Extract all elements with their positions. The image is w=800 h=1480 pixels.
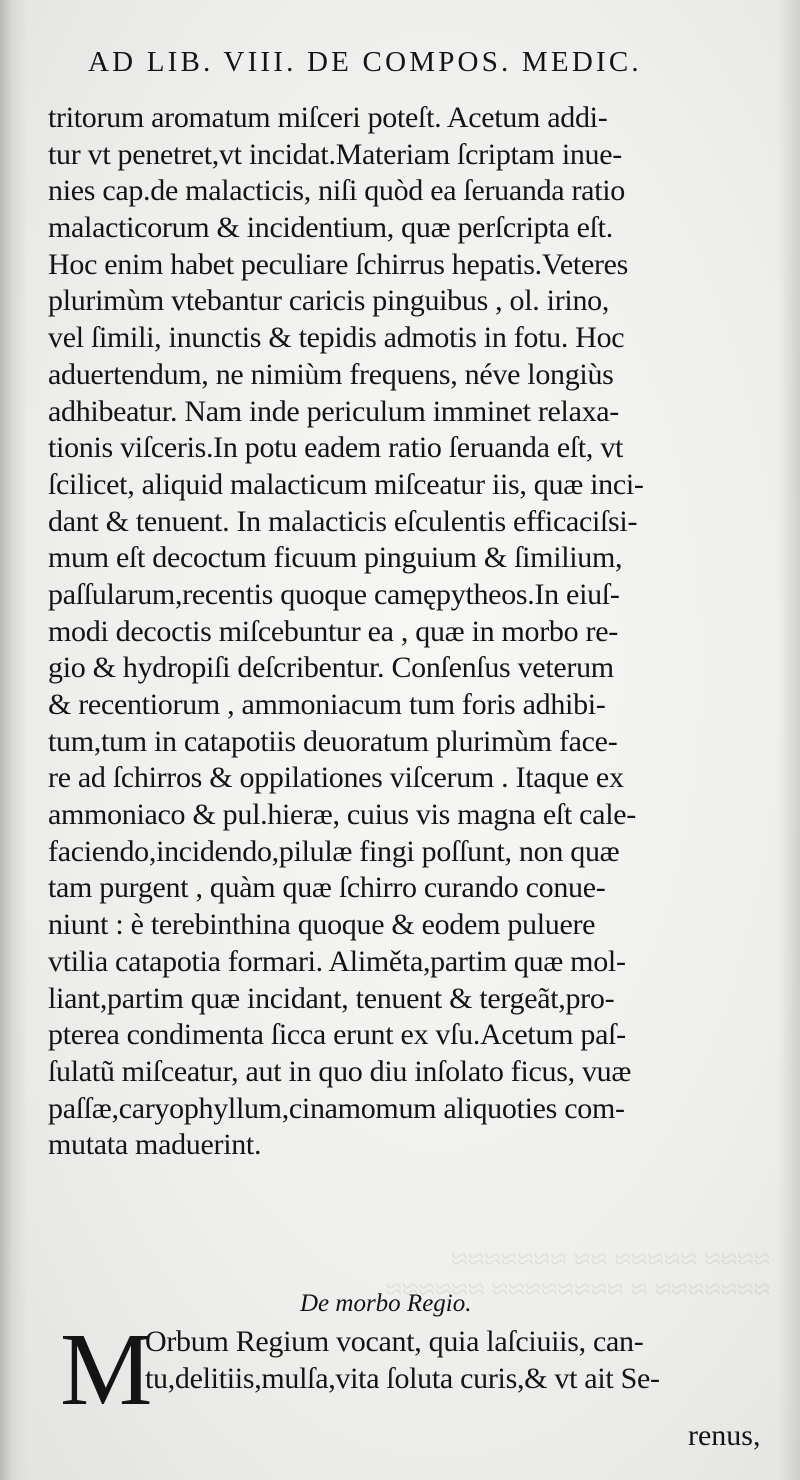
text-line: niunt : è terebinthina quoque & eodem puluere xyxy=(48,908,596,942)
text-line: paſſæ,caryophyllum,cinamomum aliquoties com- xyxy=(48,1091,625,1125)
text-line: paſſularum,recentis quoque camępytheos.In eiuſ- xyxy=(48,577,620,611)
text-line: nies cap.de malacticis, niſi quòd ea ſeruanda ratio xyxy=(48,174,625,208)
text-line: tur vt penetret,vt incidat.Materiam ſcriptam inue- xyxy=(48,137,622,171)
text-line: Orbum Regium vocant, quia laſciuiis, can- xyxy=(145,1325,644,1358)
drop-cap-initial: M xyxy=(60,1312,151,1427)
catchword: renus, xyxy=(688,1419,761,1452)
text-line: gio & hydropiſi deſcribentur. Conſenſus veterum xyxy=(48,651,614,685)
text-line: ſulatũ miſceatur, aut in quo diu inſolato ficus, vuæ xyxy=(48,1054,632,1088)
text-line: liant,partim quæ incidant, tenuent & tergeãt,pro- xyxy=(48,981,615,1015)
text-line: & recentiorum , ammoniacum tum foris adhibi- xyxy=(48,688,606,721)
text-line: vtilia catapotia formari. Aliměta,partim quæ mol- xyxy=(48,944,626,978)
text-line: Hoc enim habet peculiare ſchirrus hepatis.Veteres xyxy=(48,247,629,281)
text-line: plurimùm vtebantur caricis pinguibus , ol. irino, xyxy=(48,284,610,318)
page-edge-shadow-right xyxy=(778,0,800,1480)
text-line: adhibeatur. Nam inde periculum imminet relaxa- xyxy=(48,394,619,428)
text-line: modi decoctis miſcebuntur ea , quæ in morbo re- xyxy=(48,614,618,648)
text-line: malacticorum & incidentium, quæ perſcripta eſt. xyxy=(48,211,613,245)
text-line: tionis viſceris.In potu eadem ratio ſeruanda eſt, vt xyxy=(48,431,624,465)
running-head: AD LIB. VIII. DE COMPOS. MEDIC. xyxy=(88,46,642,78)
text-line: dant & tenuent. In malacticis eſculentis efficaciſsi- xyxy=(48,504,638,538)
text-line: tu,delitiis,mulſa,vita ſoluta curis,& vt ait Se- xyxy=(145,1361,660,1395)
page-edge-shadow-left xyxy=(0,0,28,1480)
text-line: re ad ſchirros & oppilationes viſcerum . Itaque ex xyxy=(48,761,624,795)
second-paragraph xyxy=(145,1324,745,1397)
show-through-texture: ≈≈≈≈ ≈≈≈≈≈ ≈≈ ≈≈≈≈≈≈≈ ≈≈≈≈≈≈≈ ≈ ≈≈≈≈≈≈≈≈ ≈≈≈≈≈≈ xyxy=(385,1243,770,1306)
main-paragraph xyxy=(48,100,748,1164)
text-line: vel ſimili, inunctis & tepidis admotis in fotu. Hoc xyxy=(48,321,625,355)
text-line: mum eſt decoctum ficuum pinguium & ſimilium, xyxy=(48,541,623,575)
text-line: tam purgent , quàm quæ ſchirro curando conue- xyxy=(48,871,606,905)
text-line: ſcilicet, aliquid malacticum miſceatur iis, quæ inci- xyxy=(48,467,644,501)
text-line: ammoniaco & pul.hieræ, cuius vis magna eſt cale- xyxy=(48,798,636,832)
text-line: tum,tum in catapotiis deuoratum plurimùm face- xyxy=(48,724,618,758)
text-line: pterea condimenta ſicca erunt ex vſu.Acetum paſ- xyxy=(48,1018,626,1052)
text-line: aduertendum, ne nimiùm frequens, néve longiùs xyxy=(48,357,614,391)
text-line: faciendo,incidendo,pilulæ fingi poſſunt, non quæ xyxy=(48,834,620,868)
text-line: tritorum aromatum miſceri poteſt. Acetum addi- xyxy=(48,101,608,134)
text-line: mutata maduerint. xyxy=(48,1128,262,1162)
section-heading: De morbo Regio. xyxy=(300,1290,472,1317)
